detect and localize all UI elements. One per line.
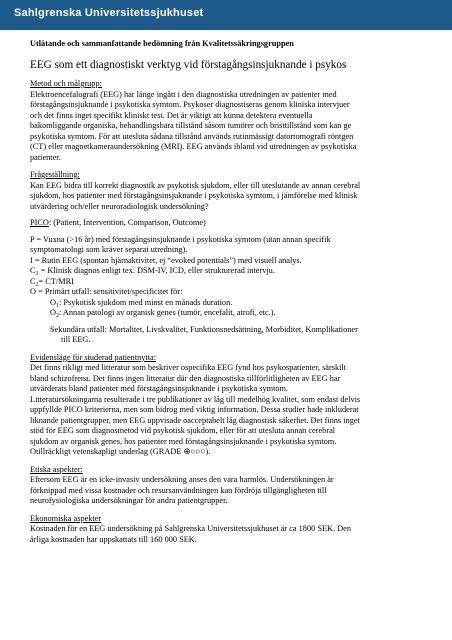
paragraph-line: Elektroencefalografi (EEG) har länge ingått i den diagnostiska utredningen av patienter med — [30, 89, 337, 99]
paragraph-line: Det finns rikligt med litteratur som beskriver ospecifika EEG fynd hos psykospatienter, särskilt — [30, 363, 347, 372]
paragraph-line: (CT) eller magnetkameraundersökning (MRI). EEG används ibland vid utredningen av psykotiska — [30, 142, 357, 151]
document-title: EEG som ett diagnostiskt verktyg vid förstagångsinsjuknande i psykos — [30, 59, 347, 71]
pico-outcome-1-line: $O_1$: Psykotisk sjukdom med minst en månads duration. — [50, 297, 233, 309]
paragraph-line: Eftersom EEG är en icke-invasiv undersökning anses den vara harmlös. Undersökningen är — [30, 475, 334, 484]
paragraph-line: sjukdom av organisk genes, hos patienter med förstagångsinsjuknande i psykotiska symtom. — [30, 436, 337, 446]
pico-comparison-2-line: $C_2= CT/MRI$ — [30, 276, 74, 288]
pico-outcome-2-line: $O_2$: Annan patologi av organisk genes (tumör, encefalit, atrofi, etc.). — [50, 308, 276, 319]
pico-heading-line — [30, 218, 432, 229]
paragraph-line: Litteratursökningarna resulterade i tre publikationer av låg till medelhög kvalitet, som endast delvis — [30, 394, 361, 404]
pico-population-line: symptomatologi som kräver separat utredning). — [30, 245, 188, 254]
pico-description: : (Patient, Intervention, Comparison, Outcome) — [48, 218, 206, 227]
paragraph-line: Kostnaden för en EEG undersökning på Sahlgrenska Universitetssjukhuset är ca 1800 SEK. Den — [30, 524, 351, 533]
section-pico — [30, 218, 432, 346]
paragraph-line: sjukdom, hos patienter med förstagångsinsjuknande i psykotiska symtom, i jämförelse med klinisk — [30, 191, 358, 200]
pico-secondary-outcomes-line: Sekundära utfall: Mortalitet, Livskvalitet, Funktionsnedsättning, Morbiditet, Komplikationer — [50, 324, 358, 334]
pico-population-line: P = Vuxna (>16 år) med förstagångsinsjuknande i psykotiska symtom (utan annan specifik — [30, 234, 331, 244]
pico-outcome-line: O = Primärt utfall: sensitivitet/specificitet för: — [30, 287, 183, 296]
section-evidens — [30, 353, 432, 458]
paragraph-line: neurofysiologiska undersökningar för andra patientgrupper. — [30, 496, 228, 505]
paragraph-line: Kan EEG bidra till korrekt diagnostik av psykotisk sjukdom, eller till uteslutande av annan cerebral — [30, 180, 361, 190]
paragraph-line: bland schizofrena. Det finns ingen litteratur där den diagnostiska tillförlitligheten av EEG har — [30, 373, 341, 383]
section-metod — [30, 79, 432, 163]
paragraph-line: årliga kostnaden har uppskattats till 160 000 SEK. — [30, 534, 197, 544]
paragraph-line: uppfyllde PICO kriterierna, men som bidrog med viktig information. Dessa studier hade inkluderat — [30, 405, 359, 414]
pico-intervention-line: I = Rutin EEG (spontan hjärnaktivitet, ej “evoked potentials”) med visuell analys. — [30, 255, 302, 265]
section-etiska — [30, 465, 432, 507]
pico-label: PICO — [30, 218, 49, 227]
paragraph-line: utvärdering och/eller neuroradiologisk undersökning? — [30, 201, 209, 211]
header-banner — [0, 0, 452, 30]
pico-secondary-outcomes-line: till EEG. — [61, 335, 91, 344]
group-statement-line: Utlåtande och sammanfattande bedömning från Kvalitetssäkringsgruppen — [30, 39, 294, 48]
paragraph-line: patienter. — [30, 152, 61, 162]
paragraph-line: förstagångsinsjuknande i psykotiska symtom. Psykoser diagnostiseras genom kliniska intervjuer — [30, 100, 350, 109]
section-heading-etiska: Etiska aspekter: — [30, 464, 83, 474]
paragraph-line: psykotiska symtom. För att utesluta sådana tillstånd används rutinmässigt datortomografi röntgen — [30, 131, 354, 141]
grade-rating-line: Otillräckligt vetenskapligt underlag (GRADE ⊕○○○). — [30, 447, 211, 456]
pico-comparison-1-line: $C_1$ = Klinisk diagnos enligt tex. DSM-IV, ICD, eller strukturerad intervju. — [30, 266, 275, 277]
section-heading-ekonomiska: Ekonomiska aspekter — [30, 513, 102, 523]
section-heading-metod: Metod och målgrupp: — [30, 79, 102, 88]
section-fragestallning — [30, 170, 432, 212]
paragraph-line: stöd för EEG som diagnosmetod vid psykotisk sjukdom, eller för att utesluta annan cerebral — [30, 426, 336, 435]
paragraph-line: bakomliggande organiska, behandlingsbara tillstånd såsom tumörer och bristtillstånd som kan ge — [30, 121, 352, 130]
hospital-name: Sahlgrenska Universitetssjukhuset — [14, 7, 204, 19]
paragraph-line: och det finns inget specifikt kliniskt test. Det är viktigt att kunna detektera eventuella — [30, 110, 313, 120]
section-heading-evidens: Evidensläge för studerad patientnytta: — [30, 352, 157, 362]
paragraph-line: liknande patientgrupper, men EEG uppvisade oacceptabelt låg diagnostisk säkerhet. Det finns inget — [30, 415, 360, 425]
section-heading-fragestallning: Frågeställning: — [30, 170, 80, 179]
paragraph-line: förknippad med vissa kostnader och resursanvändningen kan fördröja tillgängligheten till — [30, 485, 327, 495]
section-ekonomiska — [30, 514, 432, 546]
paragraph-line: utvärderats bland patienter med förstagångsinsjuknande i psykotiska symtom. — [30, 384, 289, 393]
document-body — [30, 38, 432, 545]
